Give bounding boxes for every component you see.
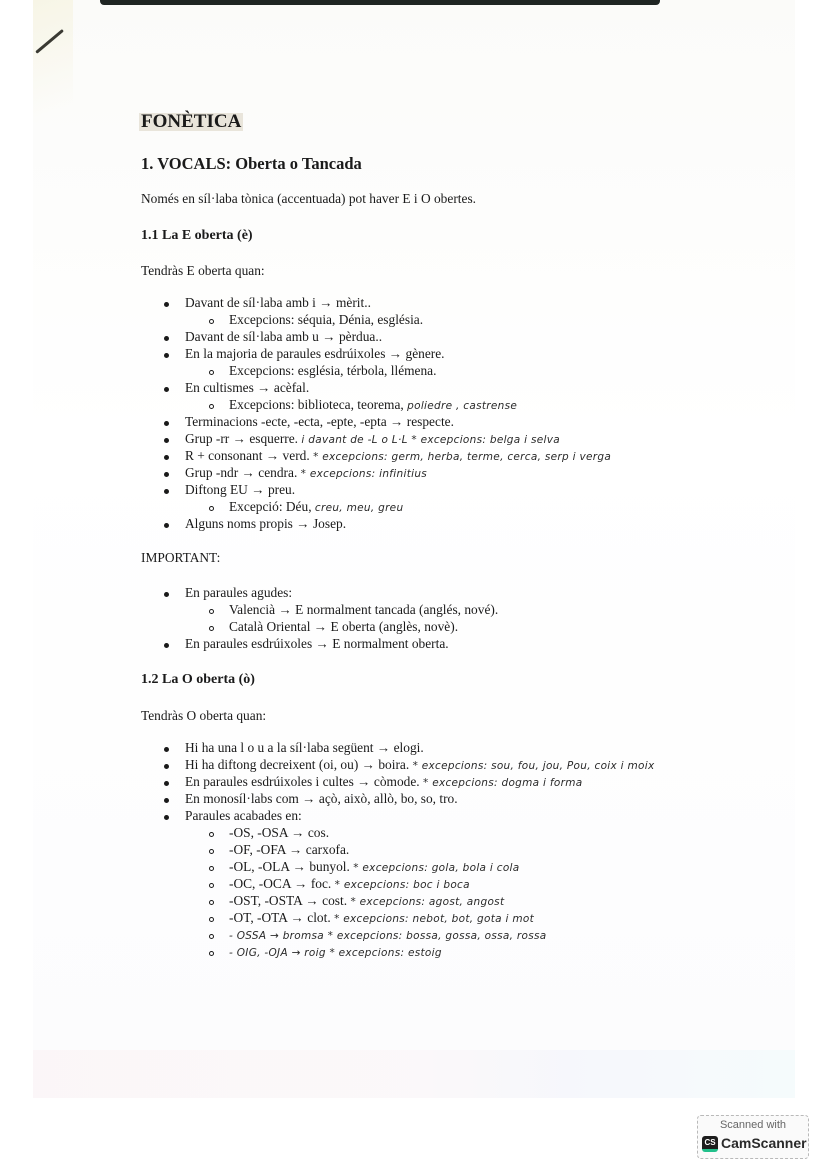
sub-bullet-circle — [209, 951, 214, 956]
list-subitem — [229, 893, 504, 910]
list-subitem — [229, 927, 547, 944]
list-subitem: Excepcions: séquia, Dénia, església. — [229, 312, 424, 327]
list-subitem: -OS, -OSA → cos. — [229, 825, 330, 840]
bullet-dot — [164, 336, 169, 341]
handwritten-note: * excepcions: agost, angost — [350, 896, 505, 908]
sub-bullet-circle — [209, 319, 214, 324]
handwritten-note: poliedre , castrense — [407, 400, 518, 412]
bullet-dot — [164, 387, 169, 392]
sub-bullet-circle — [209, 626, 214, 631]
bullet-dot — [164, 592, 169, 597]
list-subitem — [229, 944, 442, 961]
handwritten-note: i davant de -L o L·L * excepcions: belga i selva — [301, 434, 560, 446]
list-subitem — [229, 859, 520, 876]
handwritten-note: * excepcions: infinitius — [300, 468, 428, 480]
list-item: Diftong EU → preu. — [185, 482, 296, 497]
list-subitem: Excepcions: església, térbola, llémena. — [229, 363, 437, 378]
sub-bullet-circle — [209, 404, 214, 409]
top-dark-strip — [100, 0, 660, 5]
bullet-dot — [164, 472, 169, 477]
list-item: Alguns noms propis → Josep. — [185, 516, 347, 531]
section-1-heading: 1. VOCALS: Oberta o Tancada — [141, 154, 362, 173]
list-item — [185, 757, 655, 774]
section-1-2-lead: Tendràs O oberta quan: — [141, 708, 267, 723]
printed-text: R + consonant → verd. — [185, 448, 310, 463]
bullet-dot — [164, 353, 169, 358]
printed-text: -OT, -OTA → clot. — [229, 910, 331, 925]
sub-bullet-circle — [209, 900, 214, 905]
handwritten-note: * excepcions: sou, fou, jou, Pou, coix i moix — [412, 760, 655, 772]
section-1-intro: Només en síl·laba tònica (accentuada) pot haver E i O obertes. — [141, 191, 477, 206]
printed-text: Hi ha diftong decreixent (oi, ou) → boira. — [185, 757, 410, 772]
handwritten-note: * excepcions: nebot, bot, gota i mot — [334, 913, 535, 925]
sub-bullet-circle — [209, 917, 214, 922]
list-subitem — [229, 499, 403, 516]
list-item: Terminacions -ecte, -ecta, -epte, -epta → respecte. — [185, 414, 454, 429]
bullet-dot — [164, 523, 169, 528]
printed-text: -OST, -OSTA → cost. — [229, 893, 348, 908]
list-subitem — [229, 397, 517, 414]
printed-text: Grup -rr → esquerre. — [185, 431, 299, 446]
section-1-1-heading: 1.1 La E oberta (è) — [141, 228, 253, 243]
bullet-dot — [164, 815, 169, 820]
list-item — [185, 465, 427, 482]
handwritten-note: - OIG, -OJA → roig * excepcions: estoig — [229, 947, 442, 959]
handwritten-note: - OSSA → bromsa * excepcions: bossa, gossa, ossa, rossa — [229, 930, 547, 942]
section-1-1-lead: Tendràs E oberta quan: — [141, 263, 265, 278]
bottom-tint — [33, 1050, 795, 1098]
list-subitem: -OF, -OFA → carxofa. — [229, 842, 350, 857]
list-item: En paraules agudes: — [185, 585, 293, 600]
important-heading: IMPORTANT: — [141, 550, 221, 565]
list-item: En cultismes → acèfal. — [185, 380, 310, 395]
printed-text: -OL, -OLA → bunyol. — [229, 859, 350, 874]
sub-bullet-circle — [209, 883, 214, 888]
list-item: Hi ha una l o u a la síl·laba següent → elogi. — [185, 740, 424, 755]
bullet-dot — [164, 764, 169, 769]
section-1-2-heading: 1.2 La O oberta (ò) — [141, 672, 255, 687]
camscanner-watermark — [697, 1115, 809, 1159]
list-subitem: Valencià → E normalment tancada (anglés, nové). — [229, 602, 499, 617]
sub-bullet-circle — [209, 609, 214, 614]
handwritten-note: * excepcions: gola, bola i cola — [353, 862, 520, 874]
list-item: Davant de síl·laba amb i → mèrit.. — [185, 295, 371, 310]
watermark-label: Scanned with — [719, 1119, 787, 1131]
list-item: En paraules esdrúixoles → E normalment oberta. — [185, 636, 449, 651]
bullet-dot — [164, 489, 169, 494]
list-item — [185, 774, 583, 791]
sub-bullet-circle — [209, 934, 214, 939]
bullet-dot — [164, 421, 169, 426]
handwritten-note: * excepcions: boc i boca — [334, 879, 470, 891]
list-subitem — [229, 876, 470, 893]
list-item — [185, 431, 560, 448]
sub-bullet-circle — [209, 866, 214, 871]
sub-bullet-circle — [209, 370, 214, 375]
bullet-dot — [164, 455, 169, 460]
list-item: Paraules acabades en: — [185, 808, 302, 823]
handwritten-note: * excepcions: dogma i forma — [423, 777, 583, 789]
camscanner-logo-icon: CS — [702, 1136, 718, 1152]
bullet-dot — [164, 781, 169, 786]
bullet-dot — [164, 302, 169, 307]
list-item — [185, 448, 611, 465]
watermark-brand: CamScanner — [721, 1135, 807, 1151]
printed-text: Grup -ndr → cendra. — [185, 465, 298, 480]
bullet-dot — [164, 747, 169, 752]
list-item: Davant de síl·laba amb u → pèrdua.. — [185, 329, 383, 344]
printed-text: Excepcions: biblioteca, teorema, — [229, 397, 404, 412]
list-subitem — [229, 910, 534, 927]
sub-bullet-circle — [209, 506, 214, 511]
printed-text: En paraules esdrúixoles i cultes → còmode. — [185, 774, 420, 789]
bullet-dot — [164, 798, 169, 803]
list-item: En monosíl·labs com → açò, això, allò, bo, so, tro. — [185, 791, 458, 806]
printed-text: Excepció: Déu, — [229, 499, 312, 514]
sub-bullet-circle — [209, 832, 214, 837]
handwritten-note: * excepcions: germ, herba, terme, cerca, serp i verga — [313, 451, 612, 463]
sub-bullet-circle — [209, 849, 214, 854]
list-item: En la majoria de paraules esdrúixoles → gènere. — [185, 346, 445, 361]
handwritten-note: creu, meu, greu — [314, 502, 404, 514]
bullet-dot — [164, 643, 169, 648]
printed-text: -OC, -OCA → foc. — [229, 876, 332, 891]
bullet-dot — [164, 438, 169, 443]
document-title: FONÈTICA — [141, 111, 242, 132]
paper-fold-shadow — [33, 0, 73, 140]
list-subitem: Català Oriental → E oberta (anglès, novè). — [229, 619, 459, 634]
